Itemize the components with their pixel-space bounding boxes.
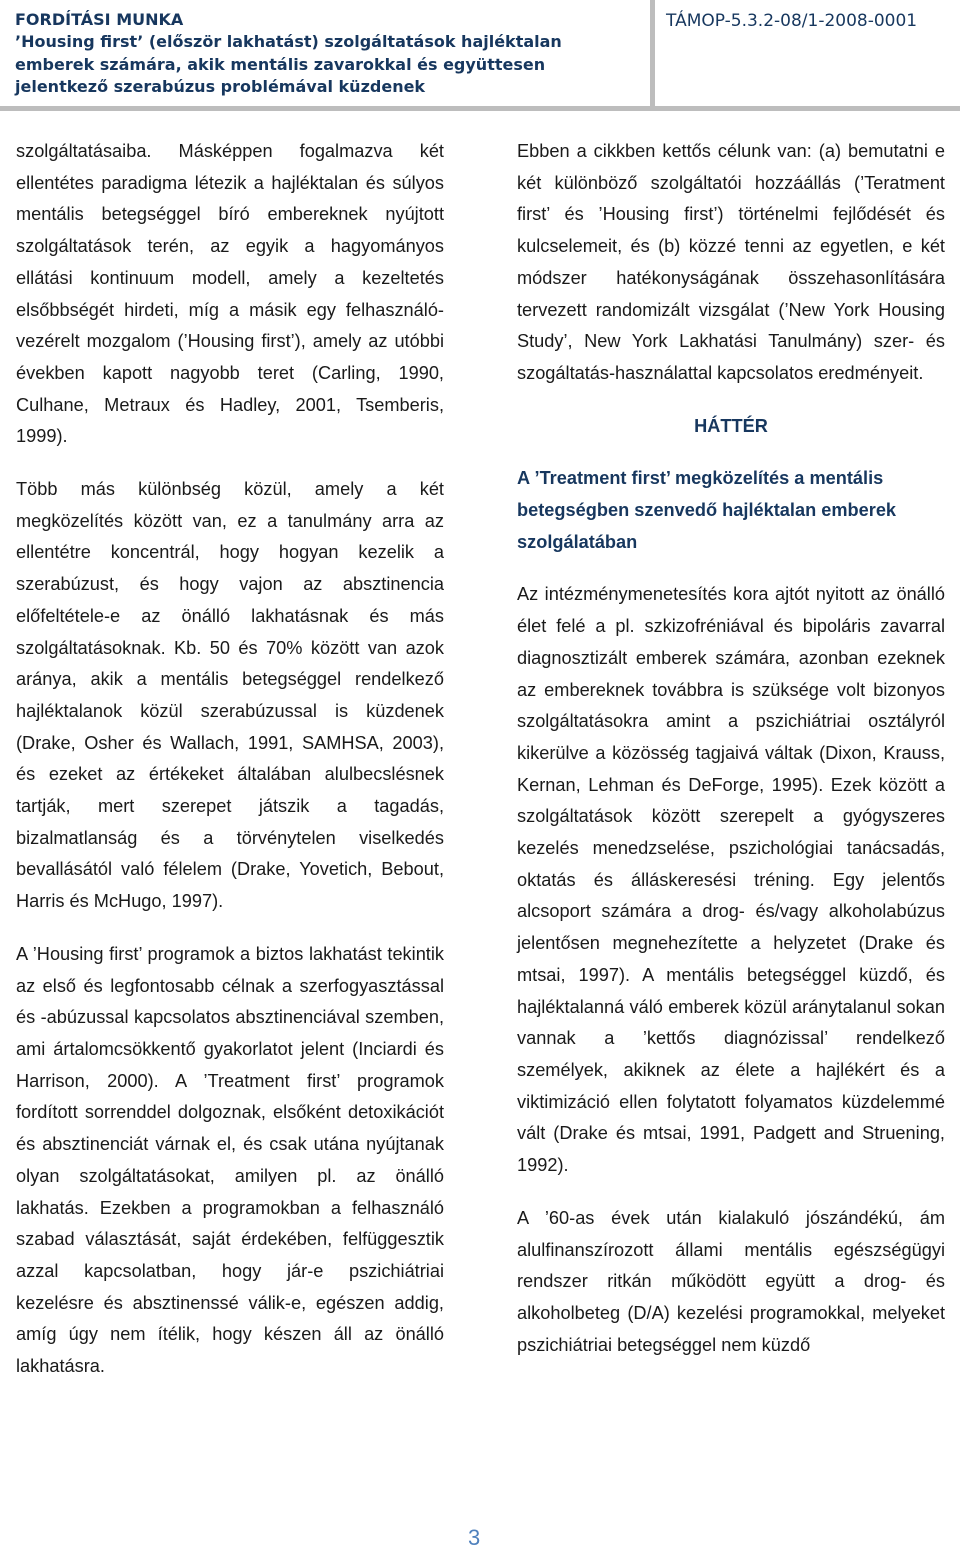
header-subtitle-line: jelentkező szerabúzus problémával küzdenek	[15, 77, 426, 96]
header-title: FORDÍTÁSI MUNKA	[15, 10, 184, 29]
body-paragraph: A ’Housing first’ programok a biztos lakhatást tekintik az első és legfontosabb célnak a szerfogyasztással és -abúzussal kapcsolatos absztinenciával szemben, ami ártalomcsökkentő gyakorlatot jelent (Inciardi és Harrison, 2000). A ’Treatment first’ programok fordított sorrenddel dolgoznak, elsőként detoxikációt és absztinenciát várnak el, és csak utána nyújtanak olyan szolgáltatásokat, amilyen pl. az önálló lakhatás. Ezekben a programokban a felhasználó szabad választását, saját érdekében, felfüggesztik azzal kapcsolatban, hogy jár-e pszichiátriai kezelésre és absztinenssé válik-e, egészen addig, amíg úgy nem ítélik, hogy készen áll az önálló lakhatásra.	[16, 943, 444, 1377]
page-number: 3	[468, 1525, 481, 1550]
right-column	[517, 136, 945, 1382]
header-vertical-rule	[650, 0, 655, 107]
body-paragraph: Több más különbség közül, amely a két megközelítés között van, ez a tanulmány arra az ellentétre koncentrál, hogy hogyan kezelik a szerabúzust, és hogy vajon az absztinencia előfeltétele-e az önálló lakhatásnak és más szolgáltatásoknak. Kb. 50 és 70% között van azok aránya, akik a mentális betegséggel rendelkező hajléktalanok közül szerabúzussal is küzdenek (Drake, Osher és Wallach, 1991, SAMHSA, 2003), és ezeket az értékeket általában alulbecslésnek tartják, mert szerepet játszik a tagadás, bizalmatlanság és a törvénytelen viselkedés bevallásától való félelem (Drake, Yovetich, Bebout, Harris és McHugo, 1997).	[16, 479, 444, 912]
header-subtitle-line: emberek számára, akik mentális zavarokkal és együttesen	[15, 54, 546, 74]
project-code: TÁMOP-5.3.2-08/1-2008-0001	[666, 11, 918, 31]
body-paragraph: szolgáltatásaiba. Másképpen fogalmazva két ellentétes paradigma létezik a hajléktalan és súlyos mentális betegséggel bíró embereknek nyújtott szolgáltatások terén, az egyik a hagyományos ellátási kontinuum modell, amely a kezeltetés elsőbbségét hirdeti, míg a másik egy felhasználó-vezérelt mozgalom (’Housing first’), amely az utóbbi években kapott nagyobb teret (Carling, 1990, Culhane, Metraux és Hadley, 2001, Tsemberis, 1999).	[16, 141, 444, 447]
subsection-heading: A ’Treatment first’ megközelítés a mentális betegségben szenvedő hajléktalan emberek szolgálatában	[517, 468, 897, 552]
header-text-block	[15, 9, 635, 99]
intro-paragraph: Ebben a cikkben kettős célunk van: (a) bemutatni e két különböző szolgáltatói hozzáállás (’Teratment first’ és ’Housing first’) történelmi fejlődését és kulcselemeit, és (b) közzé tenni az egyetlen, e két módszer hatékonyságának összehasonlítására tervezett randomizált vizsgálat (’New York Housing Study’, New York Lakhatási Tanulmány) szer- és szogáltatás-használattal kapcsolatos eredményeit.	[517, 141, 945, 383]
left-column	[16, 136, 444, 1404]
body-paragraph: Az intézménymenetesítés kora ajtót nyitott az önálló élet felé a pl. szkizofréniával és bipoláris zavarral diagnosztizált emberek számára, azonban ezeknek az embereknek továbbra is szüksége volt bizonyos szolgáltatásokra amint a pszichiátriai osztályról kikerülve a közösség tagjaivá váltak (Dixon, Krauss, Kernan, Lehman és DeForge, 1995). Ezek között a szolgáltatások között szerepelt a gyógyszeres kezelés menedzselése, pszichológiai tanácsadás, oktatás és álláskeresési tréning. Egy jelentős alcsoport számára a drog- és/vagy alkoholabúzus jelentősen megnehezítette a helyzetet (Drake és mtsai, 1997). A mentális betegséggel küzdő, és hajléktalanná váló emberek közül aránytalanul sokan vannak a ’kettős diagnózissal’ rendelkező személyek, akiknek az élete a hajlékért és a viktimizáció ellen folytatott folyamatos küzdelemmé vált (Drake és mtsai, 1991, Padgett and Struening, 1992).	[517, 584, 945, 1176]
body-paragraph: A ’60-as évek után kialakuló jószándékú, ám alulfinanszírozott állami mentális egészségügyi rendszer ritkán működött együtt a drog- és alkoholbeteg (D/A) kezelési programokkal, melyeket pszichiátriai betegséggel nem küzdő	[517, 1207, 945, 1355]
header-horizontal-rule	[0, 106, 960, 111]
header-subtitle-line: ’Housing first’ (először lakhatást) szolgáltatások hajléktalan	[15, 32, 562, 51]
page-header	[0, 0, 960, 108]
section-heading: HÁTTÉR	[694, 415, 768, 436]
